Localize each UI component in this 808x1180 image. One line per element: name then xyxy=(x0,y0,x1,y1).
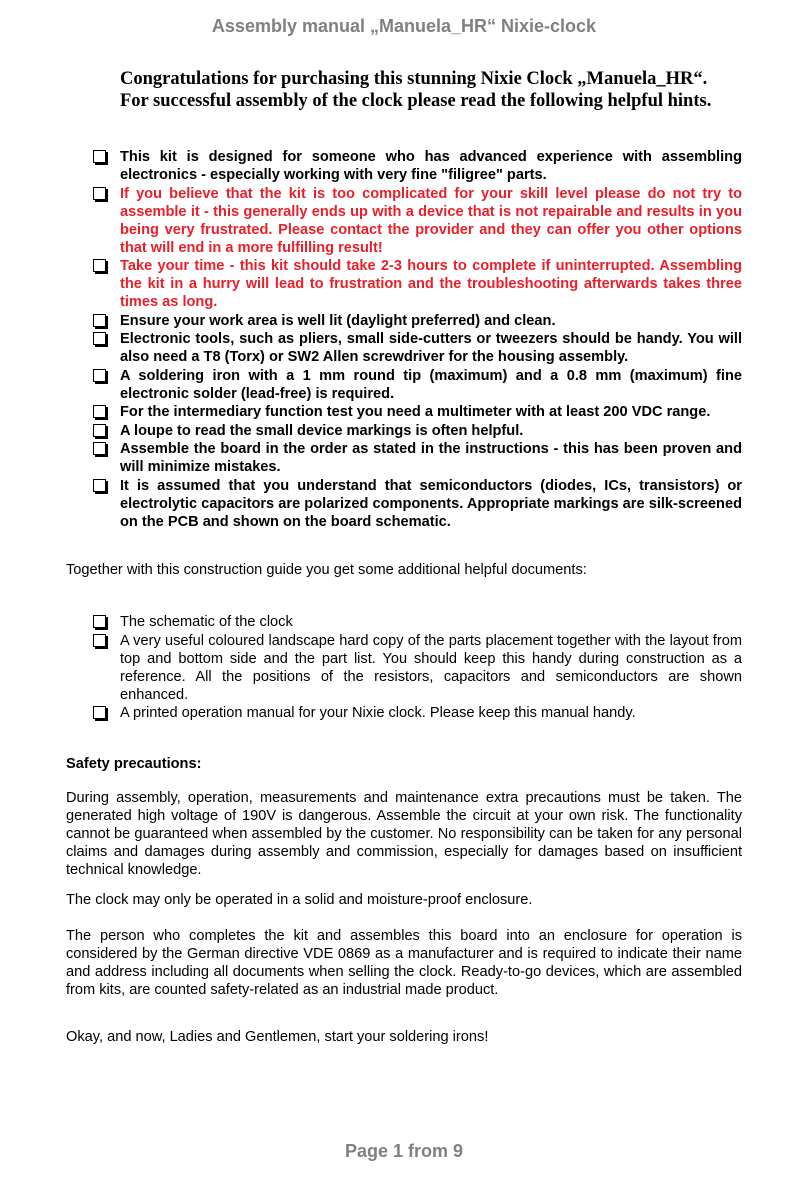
document-item-text: The schematic of the clock xyxy=(120,614,293,630)
checkbox-icon xyxy=(93,187,106,200)
documents-intro: Together with this construction guide you get some additional helpful documents: xyxy=(66,562,587,578)
checkbox-icon xyxy=(93,634,106,647)
safety-paragraph-3: The person who completes the kit and assembles this board into an enclosure for operation is considered by the German directive VDE 0869 as a manufacturer and is required to indicate their name and address including all documents when selling the clock. Ready-to-go devices, which are assembled from kits, are counted safety-related as an industrial made product. xyxy=(66,928,742,998)
checkbox-icon xyxy=(93,150,106,163)
checklist-item xyxy=(92,477,742,531)
checklist-item-text: If you believe that the kit is too complicated for your skill level please do not try to assemble it - this generally ends up with a device that is not repairable and results in you being very frustrated. Please contact the provider and they can offer you other options that will end in a more fulfilling result! xyxy=(120,185,742,256)
checklist-item-text: A soldering iron with a 1 mm round tip (maximum) and a 0.8 mm (maximum) fine electronic solder (lead-free) is required. xyxy=(120,367,742,402)
safety-heading: Safety precautions: xyxy=(66,756,202,772)
checklist-item xyxy=(92,312,742,330)
checklist-item xyxy=(92,403,742,421)
document-item-text: A very useful coloured landscape hard copy of the parts placement together with the layout from top and bottom side and the part list. You should keep this handy during construction as a reference. All the positions of the resistors, capacitors and semiconductors are shown enhanced. xyxy=(120,632,742,703)
intro-line-1: Congratulations for purchasing this stunning Nixie Clock „Manuela_HR“. xyxy=(120,69,708,89)
checkbox-icon xyxy=(93,332,106,345)
checklist-item-text: For the intermediary function test you need a multimeter with at least 200 VDC range. xyxy=(120,404,711,420)
checkbox-icon xyxy=(93,615,106,628)
checklist-item-text: This kit is designed for someone who has advanced experience with assembling electronics - especially working with very fine "filigree" parts. xyxy=(120,149,742,183)
checkbox-icon xyxy=(93,706,106,719)
page-header: Assembly manual „Manuela_HR“ Nixie-clock xyxy=(211,16,597,36)
checklist-item xyxy=(92,148,742,184)
document-item xyxy=(92,632,742,704)
page-number: Page 1 from 9 xyxy=(344,1141,464,1161)
hints-checklist xyxy=(92,148,742,531)
checklist-item xyxy=(92,185,742,257)
checklist-item-text: Take your time - this kit should take 2-3 hours to complete if uninterrupted. Assembling the kit in a hurry will lead to frustration and the troubleshooting afterwards takes three times as long. xyxy=(120,258,742,310)
intro-block xyxy=(120,68,760,112)
closing-line: Okay, and now, Ladies and Gentlemen, start your soldering irons! xyxy=(66,1029,489,1045)
checklist-item-text: A loupe to read the small device markings is often helpful. xyxy=(120,422,524,439)
checkbox-icon xyxy=(93,479,106,492)
document-item xyxy=(92,613,742,631)
checklist-item-text: Assemble the board in the order as stated in the instructions - this has been proven and will minimize mistakes. xyxy=(120,441,742,475)
safety-paragraph-2: The clock may only be operated in a solid and moisture-proof enclosure. xyxy=(66,892,533,908)
checkbox-icon xyxy=(93,405,106,418)
checkbox-icon xyxy=(93,424,106,437)
checklist-item xyxy=(92,422,742,440)
checklist-item xyxy=(92,257,742,311)
checklist-item-text: Electronic tools, such as pliers, small side-cutters or tweezers should be handy. You will also need a T8 (Torx) or SW2 Allen screwdriver for the housing assembly. xyxy=(120,331,742,365)
checklist-item xyxy=(92,367,742,403)
checkbox-icon xyxy=(93,314,106,327)
checkbox-icon xyxy=(93,259,106,272)
checklist-item-text: Ensure your work area is well lit (daylight preferred) and clean. xyxy=(120,312,556,329)
checklist-item xyxy=(92,330,742,366)
checklist-item-text: It is assumed that you understand that semiconductors (diodes, ICs, transistors) or electrolytic capacitors are polarized components. Appropriate markings are silk-screened on the PCB and shown on the board schematic. xyxy=(120,477,742,530)
document-item-text: A printed operation manual for your Nixie clock. Please keep this manual handy. xyxy=(120,705,636,721)
document-item xyxy=(92,704,742,722)
checklist-item xyxy=(92,440,742,476)
intro-line-2: For successful assembly of the clock please read the following helpful hints. xyxy=(120,91,712,111)
documents-list xyxy=(92,613,742,723)
checkbox-icon xyxy=(93,369,106,382)
checkbox-icon xyxy=(93,442,106,455)
safety-paragraph-1: During assembly, operation, measurements and maintenance extra precautions must be taken. The generated high voltage of 190V is dangerous. Assemble the circuit at your own risk. The functionality cannot be guaranteed when assembled by the customer. No responsibility can be taken for any personal claims and damages during assembly and commission, especially for damages based on insufficient technical knowledge. xyxy=(66,790,742,878)
